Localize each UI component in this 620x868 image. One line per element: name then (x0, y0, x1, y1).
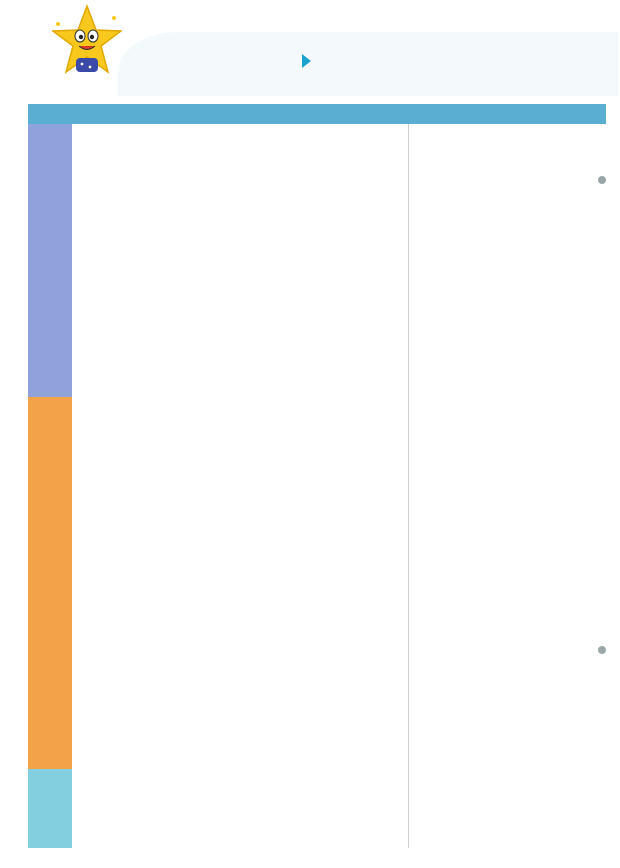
punch-hole-icon (598, 646, 606, 654)
column-divider (408, 124, 409, 848)
column-header-words (72, 104, 408, 124)
column-header-phrases (408, 104, 606, 124)
header-banner (118, 32, 618, 96)
unit-3-label (28, 769, 72, 848)
unit-1-label (28, 124, 72, 397)
header (0, 0, 620, 100)
star-mascot-icon (52, 4, 122, 78)
vocab-table (28, 124, 606, 848)
title-arrow-icon (302, 54, 311, 68)
column-header-unit (28, 104, 72, 124)
punch-hole-icon (598, 176, 606, 184)
unit-2-label (28, 397, 72, 769)
